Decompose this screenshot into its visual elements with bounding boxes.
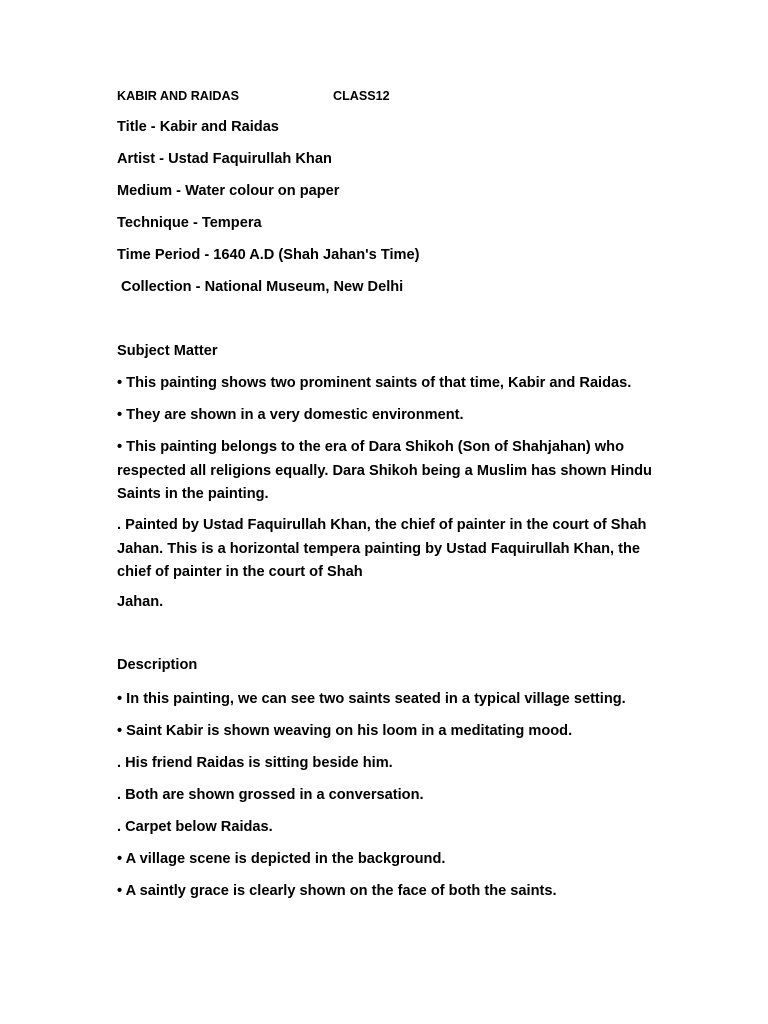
description-item: • A saintly grace is clearly shown on the face of both the saints.: [117, 883, 557, 899]
description-heading: Description: [117, 657, 198, 673]
subject-matter-item: • This painting shows two prominent saints of that time, Kabir and Raidas.: [117, 375, 632, 391]
detail-time-period: Time Period - 1640 A.D (Shah Jahan's Time): [117, 247, 420, 263]
subject-matter-item: Jahan.: [117, 594, 164, 610]
description-item: • A village scene is depicted in the background.: [117, 851, 446, 867]
detail-artist: Artist - Ustad Faquirullah Khan: [117, 151, 332, 167]
description-item: . Both are shown grossed in a conversation.: [117, 787, 424, 803]
subject-matter-item: • This painting belongs to the era of Dara Shikoh (Son of Shahjahan) who respected all religions equally. Dara Shikoh being a Muslim has shown Hindu Saints in the painting.: [117, 439, 652, 502]
detail-medium: Medium - Water colour on paper: [117, 183, 340, 199]
detail-technique: Technique - Tempera: [117, 215, 262, 231]
description-item: • Saint Kabir is shown weaving on his loom in a meditating mood.: [117, 723, 573, 739]
subject-matter-item: • They are shown in a very domestic environment.: [117, 407, 464, 423]
header-title: KABIR AND RAIDAS: [117, 89, 239, 103]
subject-matter-item: . Painted by Ustad Faquirullah Khan, the chief of painter in the court of Shah Jahan. This is a horizontal tempera painting by Ustad Faquirullah Khan, the chief of painter in the court of Shah: [117, 517, 647, 580]
description-item: . His friend Raidas is sitting beside him.: [117, 755, 393, 771]
description-item: • In this painting, we can see two saints seated in a typical village setting.: [117, 691, 626, 707]
subject-matter-heading: Subject Matter: [117, 343, 218, 359]
header-class: CLASS12: [333, 89, 390, 103]
description-item: . Carpet below Raidas.: [117, 819, 273, 835]
detail-title: Title - Kabir and Raidas: [117, 119, 279, 135]
detail-collection: Collection - National Museum, New Delhi: [117, 279, 404, 295]
